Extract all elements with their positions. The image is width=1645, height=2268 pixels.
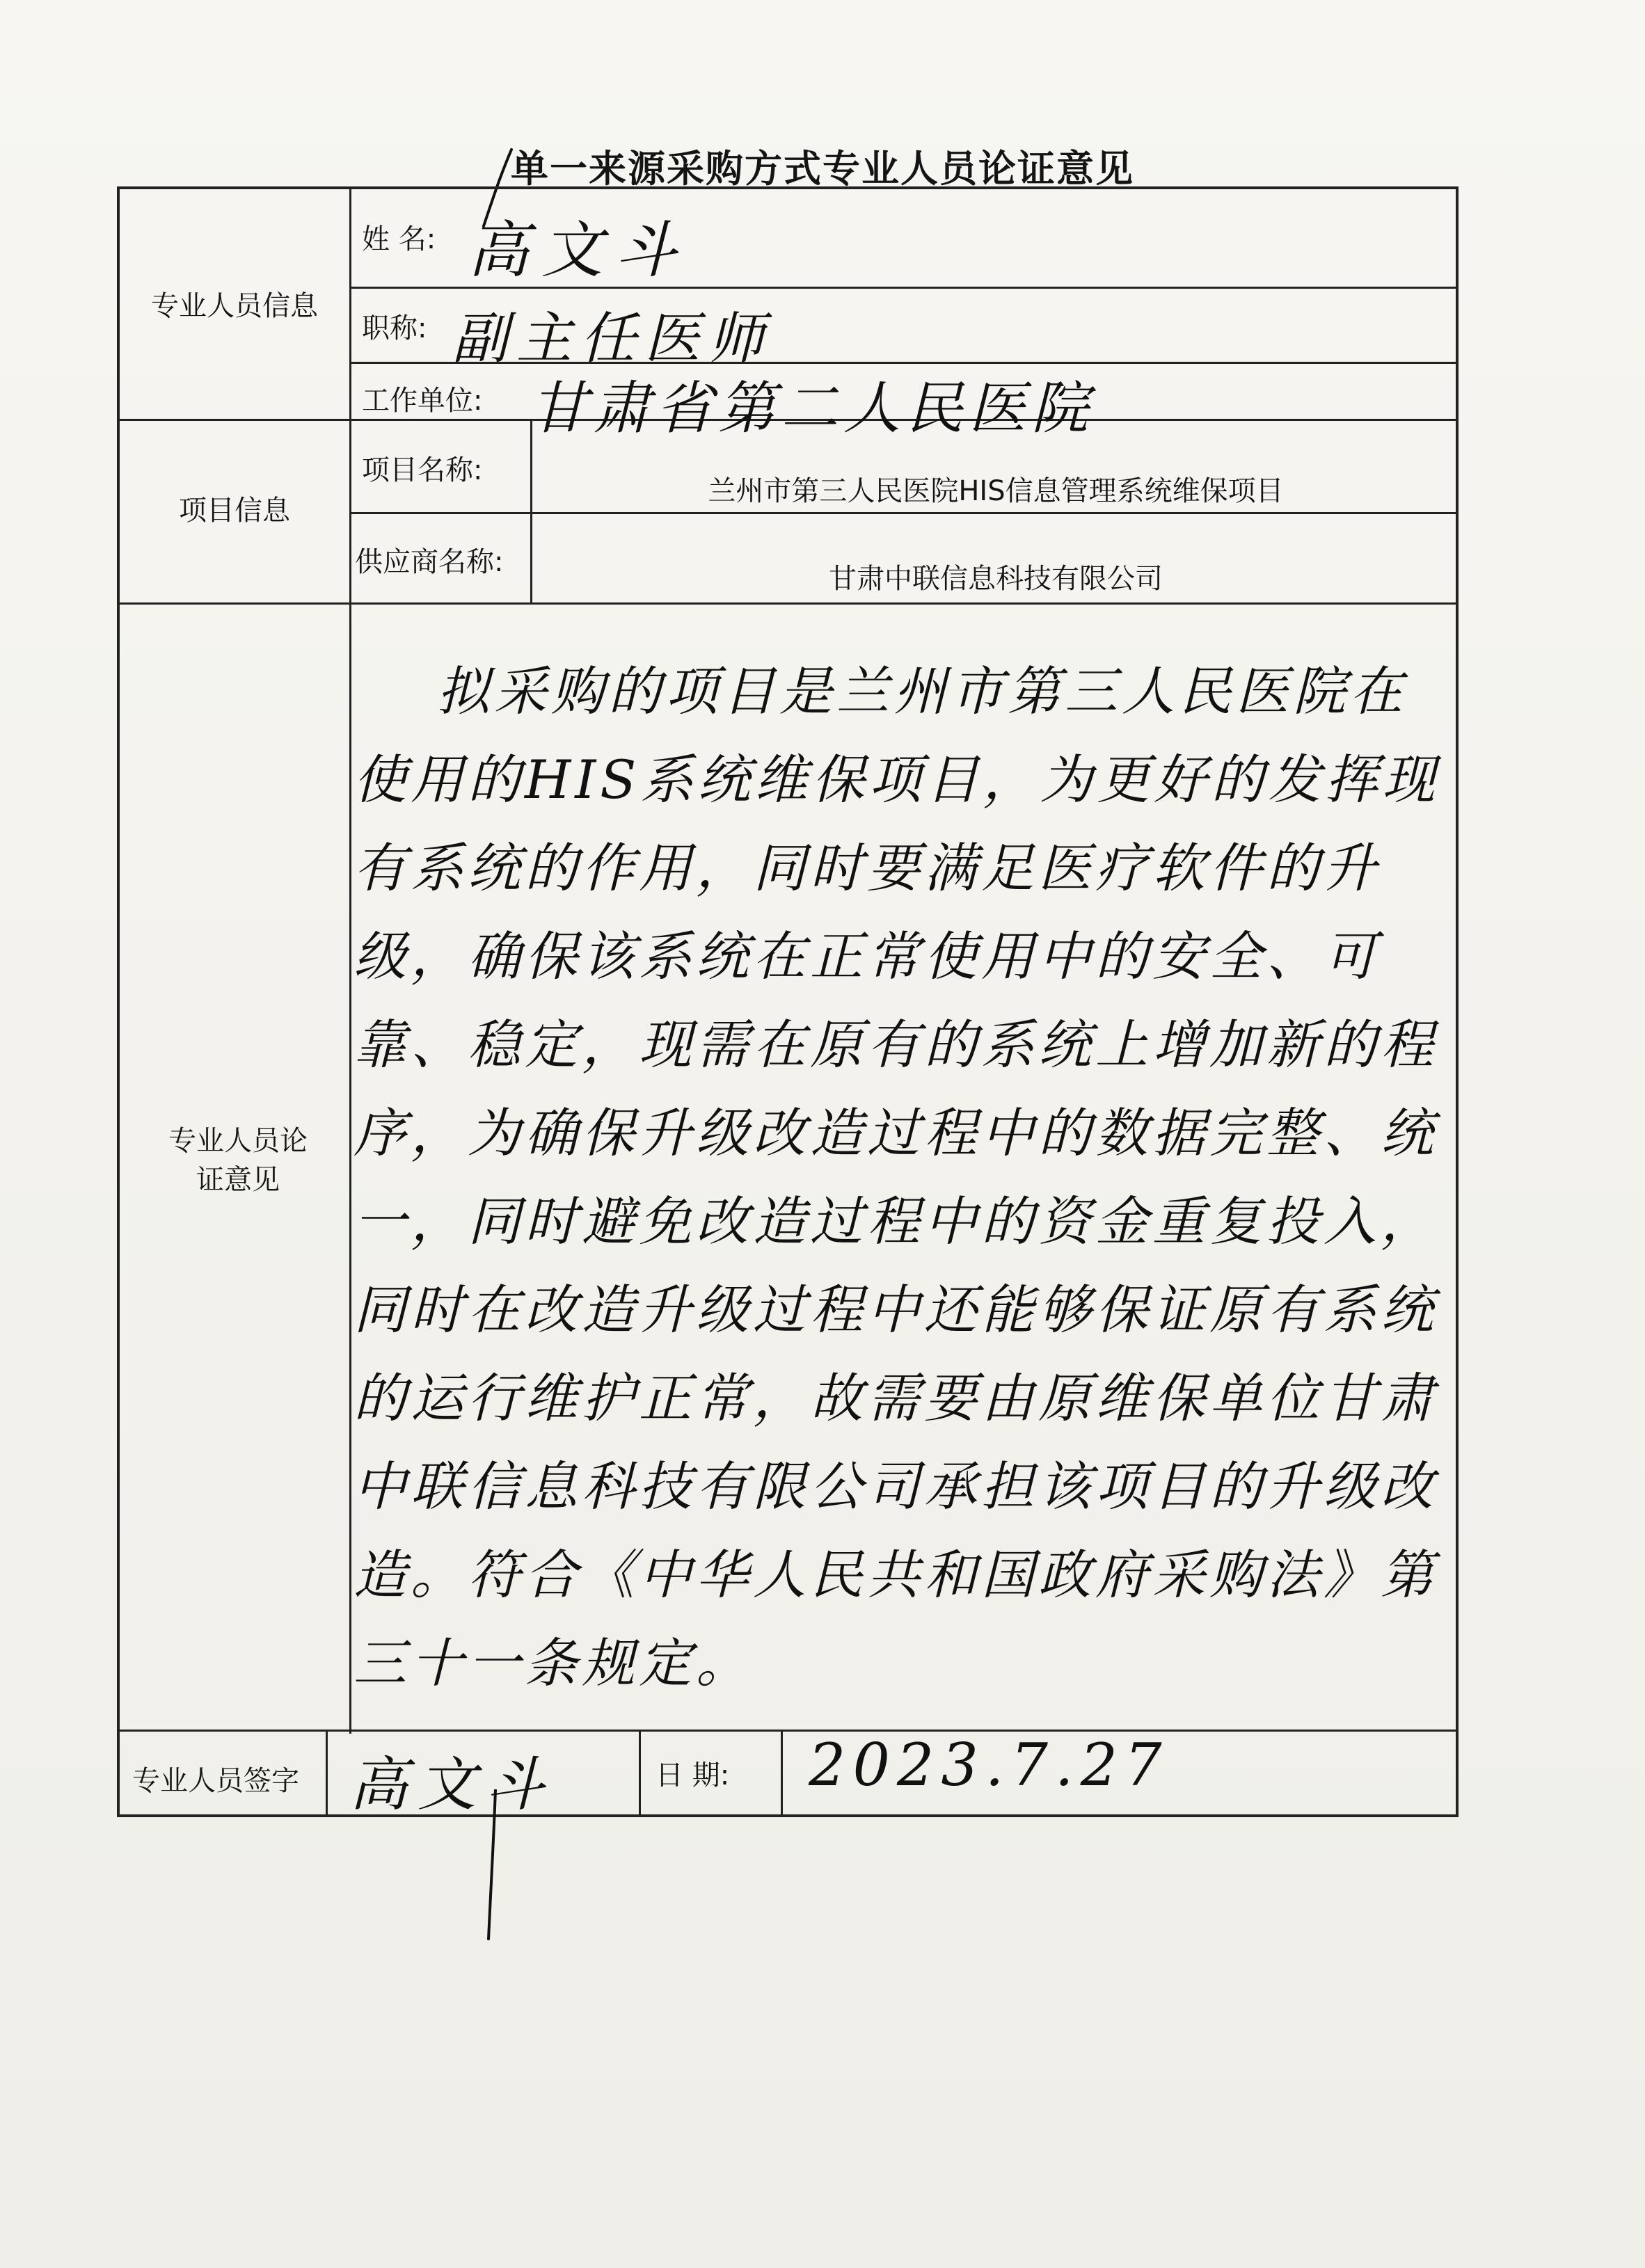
signature-label: 专业人员签字: [132, 1765, 299, 1797]
project-name-label: 项目名称:: [362, 454, 483, 486]
project-section-label: 项目信息: [179, 495, 290, 527]
rule-project-opinion: [120, 602, 1459, 605]
name-label: 姓 名:: [362, 223, 436, 255]
title-value: 副主任医师: [452, 306, 772, 371]
project-name-value: 兰州市第三人民医院HIS信息管理系统维保项目: [708, 475, 1284, 507]
supplier-value: 甘肃中联信息科技有限公司: [829, 563, 1163, 595]
supplier-label: 供应商名称:: [355, 546, 504, 578]
signature-value: 高文斗: [349, 1750, 555, 1819]
opinion-text: 拟采购的项目是兰州市第三人民医院在使用的HIS系统维保项目，为更好的发挥现有系统的作用，同时要满足医疗软件的升级，确保该系统在正常使用中的安全、可靠、稳定，现需在原有的系统上增加新的程序，为确保升级改造过程中的数据完整、统一，同时避免改造过程中的资金重复投入，同时在改造升级过程中还能够保证原有系统的运行维护正常，故需要由原维保单位甘肃中联信息科技有限公司承担该项目的升级改造。符合《中华人民共和国政府采购法》第三十一条规定。: [353, 660, 1440, 1694]
employer-value: 甘肃省第二人民医院: [530, 376, 1094, 442]
title-label: 职称:: [362, 312, 427, 344]
date-value: 2023.7.27: [809, 1731, 1169, 1799]
employer-label: 工作单位:: [362, 385, 483, 417]
personnel-section-label: 专业人员信息: [151, 290, 318, 322]
signature-label-divider: [326, 1730, 328, 1817]
project-label-divider: [530, 419, 532, 602]
opinion-section-label-text: 专业人员论证意见: [168, 1125, 308, 1196]
date-label: 日 期:: [655, 1759, 730, 1791]
rule-project-supplier: [349, 512, 1459, 514]
date-label-divider: [781, 1730, 783, 1817]
signature-date-divider: [639, 1730, 641, 1817]
signature-tail-stroke: [475, 1789, 516, 1942]
section-column-divider: [349, 189, 351, 1734]
opinion-section-label: [168, 1121, 308, 1199]
rule-opinion-signature: [120, 1730, 1459, 1732]
document-title: 单一来源采购方式专业人员论证意见: [511, 146, 1134, 191]
name-value: 高文斗: [468, 214, 690, 286]
